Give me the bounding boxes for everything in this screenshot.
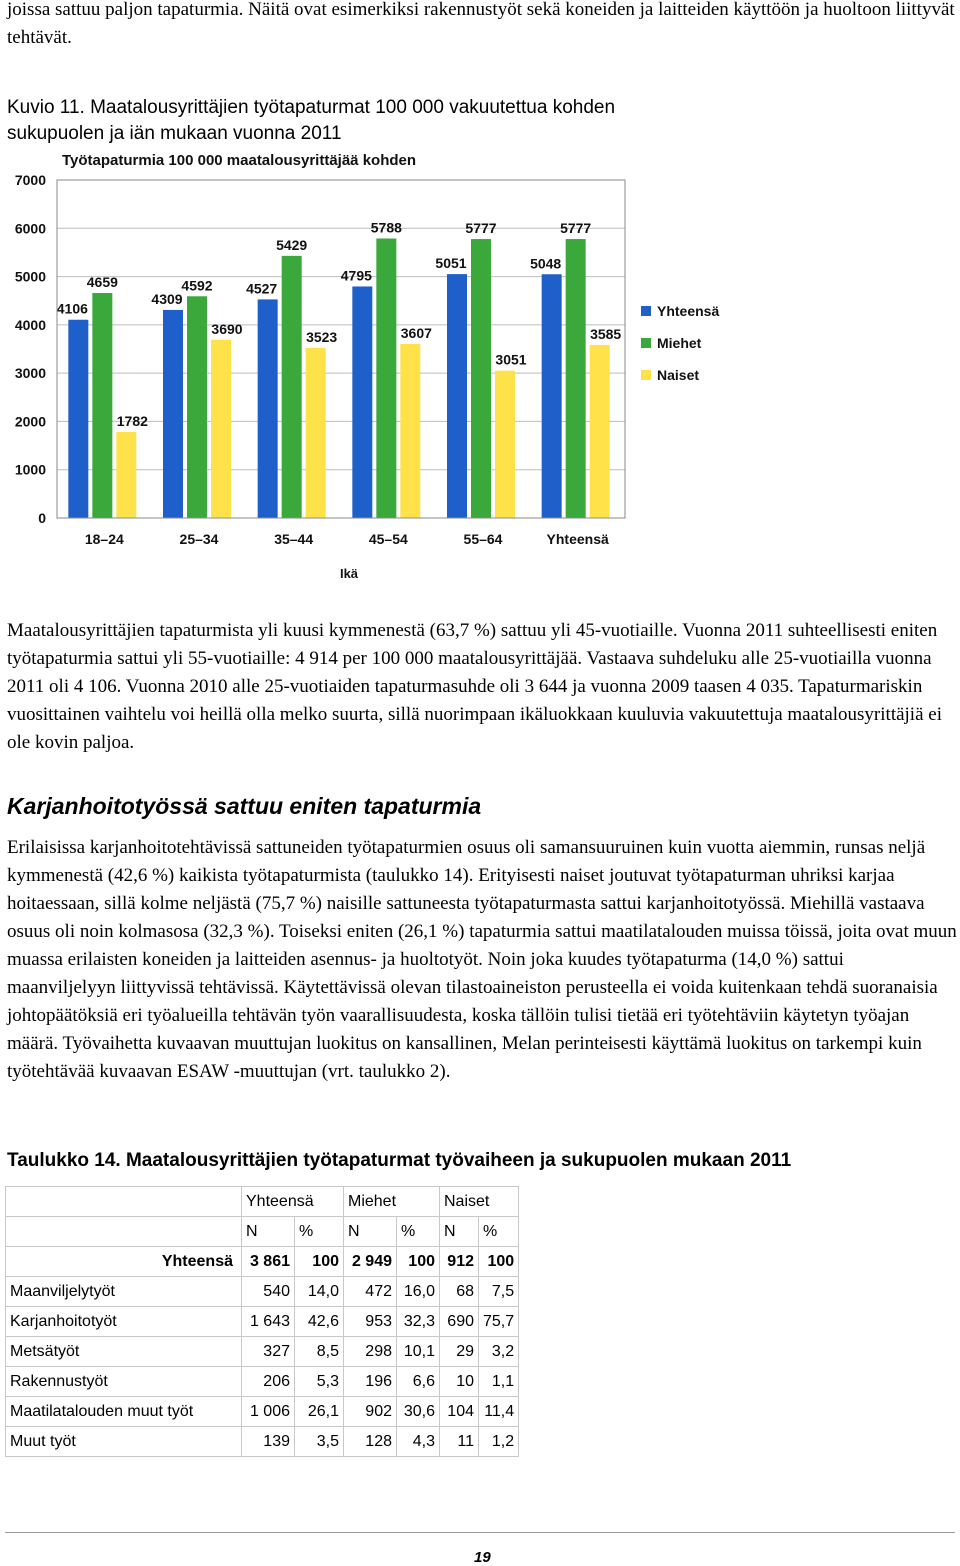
- figure-label: Kuvio 11.: [7, 97, 85, 118]
- data-label: 5777: [560, 220, 592, 237]
- table-corner-cell: [6, 1187, 242, 1217]
- table-cell: 540: [242, 1277, 295, 1307]
- bar: [376, 239, 396, 518]
- y-tick-label: 0: [38, 510, 46, 526]
- x-tick-label: 35–44: [274, 531, 314, 547]
- data-label: 5777: [465, 220, 497, 237]
- data-table: [5, 1186, 519, 1457]
- y-tick-label: 6000: [14, 220, 46, 237]
- legend-label: Miehet: [657, 335, 702, 351]
- table-subheader: N: [242, 1217, 295, 1247]
- table-cell: 104: [440, 1397, 479, 1427]
- bar: [400, 344, 420, 518]
- table-cell: 16,0: [397, 1277, 440, 1307]
- data-label: 5048: [530, 255, 562, 272]
- table-cell: 3,2: [479, 1337, 519, 1367]
- data-label: 1782: [116, 412, 148, 429]
- table-cell: 14,0: [295, 1277, 344, 1307]
- table-cell: 953: [344, 1307, 397, 1337]
- table-cell: 2 949: [344, 1247, 397, 1277]
- legend-swatch: [641, 306, 651, 316]
- table-row-label: Maatilatalouden muut työt: [6, 1397, 242, 1427]
- data-label: 4659: [86, 274, 118, 291]
- table-caption-text: Maatalousyrittäjien työtapaturmat työvaiheen ja sukupuolen mukaan 2011: [125, 1150, 792, 1171]
- data-label: 3690: [211, 320, 243, 337]
- legend-swatch: [641, 338, 651, 348]
- data-label: 4527: [246, 280, 278, 297]
- table-cell: 100: [295, 1247, 344, 1277]
- data-label: 4309: [151, 290, 183, 307]
- legend-label: Yhteensä: [657, 303, 720, 319]
- plot-frame: [57, 180, 625, 518]
- table-cell: 902: [344, 1397, 397, 1427]
- bar: [163, 310, 183, 518]
- table-row: [6, 1277, 519, 1307]
- table-cell: 4,3: [397, 1427, 440, 1457]
- table-cell: 100: [397, 1247, 440, 1277]
- y-tick-label: 4000: [14, 316, 46, 333]
- table-subheader: N: [440, 1217, 479, 1247]
- bar: [68, 320, 88, 518]
- data-label: 3607: [400, 324, 432, 341]
- data-label: 4795: [340, 267, 372, 284]
- bar: [447, 274, 467, 518]
- y-tick-label: 1000: [14, 461, 46, 478]
- data-label: 5788: [370, 219, 402, 236]
- table-cell: 32,3: [397, 1307, 440, 1337]
- figure-caption-text: Maatalousyrittäjien työtapaturmat 100 000 vakuutettua kohden sukupuolen ja iän mukaan vuonna 2011: [7, 97, 616, 144]
- data-label: 3523: [306, 328, 338, 345]
- table-corner-cell: [6, 1217, 242, 1247]
- x-axis-label: Ikä: [339, 566, 359, 581]
- body-paragraph-1: Maatalousyrittäjien tapaturmista yli kuusi kymmenestä (63,7 %) sattuu yli 45-vuotiaille. Vuonna 2011 suhteellisesti eniten työtapaturmia sattui yli 55-vuotiaille: 4 914 per 100 000 maatalousyrittäjää. Vastaava suhdeluku alle 25-vuotiailla vuonna 2011 oli 4 106. Vuonna 2010 alle 25-vuotiaiden tapaturmasuhde oli 3 644 ja vuonna 2009 taasen 4 035. Tapaturmariskin vuosittainen vaihtelu voi heillä olla melko suurta, sillä nuorimpaan ikäluokkaan kuuluvia vakuutettuja maatalousyrittäjiä ei ole kovin paljoa.: [7, 620, 942, 753]
- data-label: 3585: [590, 325, 622, 342]
- bar: [211, 340, 231, 518]
- table-row: [6, 1367, 519, 1397]
- table-cell: 3 861: [242, 1247, 295, 1277]
- figure-caption: [7, 95, 687, 147]
- table-row: [6, 1337, 519, 1367]
- table-cell: 690: [440, 1307, 479, 1337]
- table-cell: 3,5: [295, 1427, 344, 1457]
- bar: [306, 348, 326, 518]
- y-tick-label: 3000: [14, 365, 46, 382]
- x-tick-label: 45–54: [368, 531, 408, 547]
- chart-labels: [57, 220, 622, 429]
- x-tick-label: Yhteensä: [546, 531, 609, 547]
- bar: [187, 296, 207, 518]
- table-group-header: Miehet: [344, 1187, 440, 1217]
- bar: [566, 239, 586, 518]
- table-cell: 139: [242, 1427, 295, 1457]
- table-cell: 11: [440, 1427, 479, 1457]
- y-tick-label: 7000: [14, 172, 46, 188]
- bar: [471, 239, 491, 518]
- table-label: Taulukko 14.: [7, 1150, 121, 1171]
- table-cell: 912: [440, 1247, 479, 1277]
- table-header-row: [6, 1187, 519, 1217]
- table-row-label: Rakennustyöt: [6, 1367, 242, 1397]
- table-subheader: %: [397, 1217, 440, 1247]
- table-cell: 30,6: [397, 1397, 440, 1427]
- table-cell: 42,6: [295, 1307, 344, 1337]
- table-row-label: Muut työt: [6, 1427, 242, 1457]
- bar: [258, 299, 278, 518]
- table-cell: 472: [344, 1277, 397, 1307]
- table-row: [6, 1307, 519, 1337]
- table-subheader: %: [479, 1217, 519, 1247]
- data-label: 5051: [435, 255, 467, 272]
- table-row-label: Metsätyöt: [6, 1337, 242, 1367]
- chart-bars: [68, 236, 609, 518]
- table-row: [6, 1397, 519, 1427]
- table-row-label: Karjanhoitotyöt: [6, 1307, 242, 1337]
- table-cell: 206: [242, 1367, 295, 1397]
- table-cell: 29: [440, 1337, 479, 1367]
- intro-paragraph: joissa sattuu paljon tapaturmia. Näitä ovat esimerkiksi rakennustyöt sekä koneiden ja laitteiden käyttöön ja huoltoon liittyvät tehtävät.: [7, 0, 955, 48]
- table-group-header: Yhteensä: [242, 1187, 344, 1217]
- footer-rule: [5, 1532, 955, 1533]
- table-total-row: [6, 1247, 519, 1277]
- y-tick-label: 2000: [14, 413, 46, 430]
- data-label: 4592: [181, 277, 213, 294]
- bar: [282, 256, 302, 518]
- legend-swatch: [641, 370, 651, 380]
- table-cell: 327: [242, 1337, 295, 1367]
- table-subheader: N: [344, 1217, 397, 1247]
- bar: [92, 293, 112, 518]
- legend-label: Naiset: [657, 367, 700, 383]
- table-cell: 1 006: [242, 1397, 295, 1427]
- table-cell: 26,1: [295, 1397, 344, 1427]
- chart-title: Työtapaturmia 100 000 maatalousyrittäjää kohden: [62, 152, 417, 169]
- data-label: 3051: [495, 351, 527, 368]
- table-cell: 5,3: [295, 1367, 344, 1397]
- table-cell: 1 643: [242, 1307, 295, 1337]
- table-cell: 1,1: [479, 1367, 519, 1397]
- x-tick-label: 18–24: [84, 531, 124, 547]
- table-cell: 1,2: [479, 1427, 519, 1457]
- x-tick-label: 55–64: [463, 531, 503, 547]
- bar: [495, 371, 515, 518]
- data-label: 4106: [56, 300, 88, 317]
- table-subheader-row: [6, 1217, 519, 1247]
- table-cell: 10,1: [397, 1337, 440, 1367]
- body-paragraph-2: Erilaisissa karjanhoitotehtävissä sattuneiden työtapaturmien osuus oli samansuuruinen kuin vuotta aiemmin, runsas neljä kymmenestä (42,6 %) kaikista työtapaturmista (taulukko 14). Erityisesti naiset joutuvat työtapaturman uhriksi karjaa hoitaessaan, sillä kolme neljästä (75,7 %) naisille sattuneesta työtapaturmasta sattui karjanhoitotyössä. Miehillä vastaava osuus oli noin kolmasosa (32,3 %). Toiseksi eniten (26,1 %) tapaturmia sattui maatilatalouden muissa töissä, joita ovat muun muassa erilaisten koneiden ja laitteiden asennus- ja huoltotyöt. Noin joka kuudes työtapaturma (14,0 %) sattui maanviljelyyn liittyvissä tehtävissä. Käytettävissä olevan tilastoaineiston perusteella ei voida kuitenkaan tehdä suoranaisia johtopäätöksiä eri työalueilla tehtävän työn vaarallisuudesta, koska tällöin tulisi tietää eri työtehtäviin käytetyn työajan määrä. Työvaihetta kuvaavan muuttujan luokitus on kansallinen, Melan perinteisesti käyttämä luokitus on tarkempi kuin työtehtävää kuvaavan ESAW -muuttujan (vrt. taulukko 2).: [7, 837, 957, 1082]
- table-cell: 68: [440, 1277, 479, 1307]
- bar: [352, 286, 372, 518]
- table-row: [6, 1427, 519, 1457]
- table-cell: 11,4: [479, 1397, 519, 1427]
- x-tick-label: 25–34: [179, 531, 219, 547]
- table-row-label: Maanviljelytyöt: [6, 1277, 242, 1307]
- table-group-header: Naiset: [440, 1187, 519, 1217]
- bar: [542, 274, 562, 518]
- page-number: 19: [474, 1549, 491, 1566]
- chart-legend: [641, 303, 719, 383]
- table-cell: 6,6: [397, 1367, 440, 1397]
- table-subheader: %: [295, 1217, 344, 1247]
- table-cell: 8,5: [295, 1337, 344, 1367]
- table-cell: 100: [479, 1247, 519, 1277]
- section-heading: Karjanhoitotyössä sattuu eniten tapaturmia: [7, 793, 482, 819]
- bar: [590, 345, 610, 518]
- table-cell: 7,5: [479, 1277, 519, 1307]
- y-tick-label: 5000: [14, 268, 46, 285]
- table-row-label: Yhteensä: [6, 1247, 242, 1277]
- table-cell: 298: [344, 1337, 397, 1367]
- table-cell: 75,7: [479, 1307, 519, 1337]
- table-cell: 10: [440, 1367, 479, 1397]
- bar: [116, 432, 136, 518]
- bar-chart: [0, 148, 760, 588]
- table-cell: 128: [344, 1427, 397, 1457]
- table-cell: 196: [344, 1367, 397, 1397]
- data-label: 5429: [276, 236, 308, 253]
- table-caption: [7, 1148, 957, 1174]
